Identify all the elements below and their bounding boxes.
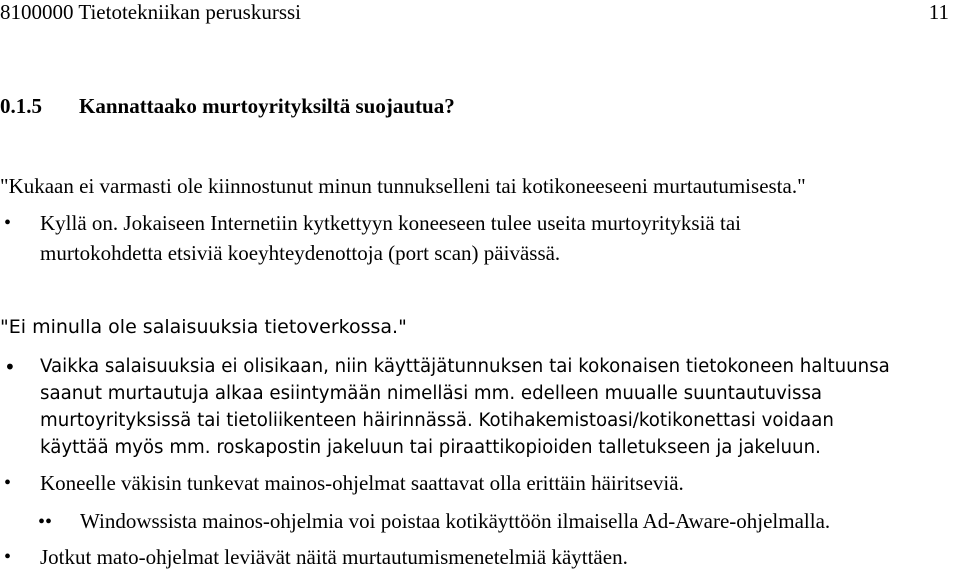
bullet-marker: •	[4, 546, 12, 568]
paragraph-line: käyttää myös mm. roskapostin jakeluun tai piraattikopioiden talletukseen ja jakeluun.	[40, 437, 821, 458]
bullet-text: Jotkut mato-ohjelmat leviävät näitä murtautumismenetelmiä käyttäen.	[40, 545, 628, 569]
bullet-paragraph	[40, 353, 953, 461]
quote-text: "Kukaan ei varmasti ole kiinnostunut minun tunnukselleni tai kotikoneeseeni murtautumisesta."	[0, 174, 806, 198]
section-number: 0.1.5	[0, 94, 42, 118]
paragraph-line: Vaikka salaisuuksia ei olisikaan, niin käyttäjätunnuksen tai kokonaisen tietokoneen haltuunsa	[40, 356, 890, 377]
paragraph-line: murtokohdetta etsiviä koeyhteydenottoja (port scan) päivässä.	[40, 241, 561, 265]
section-title: Kannattaako murtoyrityksiltä suojautua?	[79, 94, 455, 118]
bullet-marker: •	[4, 212, 12, 234]
bullet-marker: •	[4, 472, 12, 494]
bullet-marker: •	[4, 355, 16, 379]
quote-text: "Ei minulla ole salaisuuksia tietoverkossa."	[0, 316, 407, 338]
sub-bullet-text: Windowssista mainos-ohjelmia voi poistaa kotikäyttöön ilmaisella Ad-Aware-ohjelmalla.	[80, 509, 831, 533]
bullet-text: Koneelle väkisin tunkevat mainos-ohjelmat saattavat olla erittäin häiritseviä.	[40, 471, 684, 495]
paragraph-line: Kyllä on. Jokaiseen Internetiin kytkettyyn koneeseen tulee useita murtoyrityksiä tai	[40, 211, 741, 235]
bullet-paragraph	[40, 208, 953, 268]
paragraph-line: saanut murtautuja alkaa esiintymään nimelläsi mm. edelleen muualle suuntautuvissa	[40, 383, 823, 404]
page-number: 11	[928, 0, 949, 24]
header-title: 8100000 Tietotekniikan peruskurssi	[0, 0, 302, 24]
sub-bullet-marker: ••	[38, 511, 53, 533]
paragraph-line: murtoyrityksissä tai tietoliikenteen häirinnässä. Kotihakemistoasi/kotikonettasi voidaan	[40, 410, 834, 431]
